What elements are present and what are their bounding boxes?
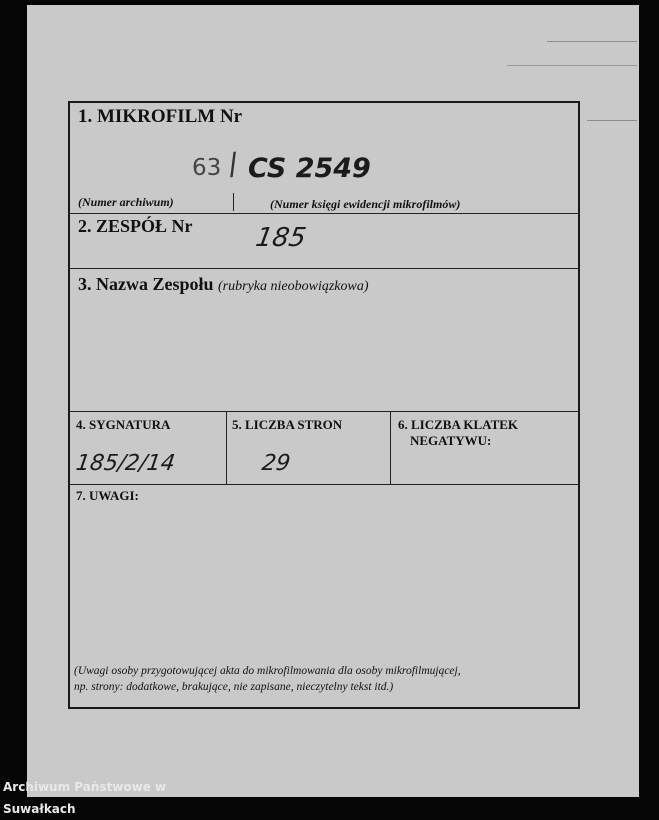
section6-label-line1: 6. LICZBA KLATEK (398, 417, 519, 432)
scan-streak (587, 120, 637, 121)
section3-note: (rubryka nieobowiązkowa) (218, 279, 369, 294)
fond-number-handwritten: 185 (253, 223, 309, 253)
section7-label: 7. UWAGI: (76, 488, 139, 503)
section2-label: 2. ZESPÓŁ Nr (78, 216, 193, 236)
archive-number-caption: (Numer archiwum) (78, 195, 174, 209)
section1-label: 1. MIKROFILM Nr (78, 106, 243, 127)
section5-label: 5. LICZBA STRON (232, 417, 343, 432)
column-divider (390, 411, 391, 484)
row-divider (70, 411, 578, 412)
row-divider (70, 268, 578, 269)
section6-label-line2: NEGATYWU: (410, 433, 492, 448)
row-divider (70, 484, 578, 485)
column-divider (226, 411, 227, 484)
archive-footer-label: Archiwum Państwowe w Suwałkach (3, 780, 167, 816)
scan-streak (507, 65, 637, 66)
signature-handwritten: 185/2/14 (74, 451, 177, 476)
section7-note-line1: (Uwagi osoby przygotowującej akta do mikrofilmowania dla osoby mikrofilmującej, (74, 665, 461, 677)
page-count-handwritten: 29 (260, 451, 292, 476)
section3-label: 3. Nazwa Zespołu (78, 274, 214, 294)
scanned-paper (27, 5, 639, 797)
section7-note-line2: np. strony: dodatkowe, brakujące, nie zapisane, nieczytelny tekst itd.) (74, 681, 394, 693)
archive-number-handwritten: 63 (192, 155, 222, 181)
slash-mark: / (225, 146, 242, 183)
section4-label: 4. SYGNATURA (76, 417, 171, 432)
section3-heading (78, 274, 369, 295)
row-divider (70, 213, 578, 214)
scan-streak (547, 41, 637, 42)
register-number-caption: (Numer księgi ewidencji mikrofilmów) (270, 197, 461, 211)
caption-divider (233, 193, 234, 211)
register-number-handwritten: CS 2549 (248, 153, 371, 184)
microfilm-form (68, 101, 580, 709)
